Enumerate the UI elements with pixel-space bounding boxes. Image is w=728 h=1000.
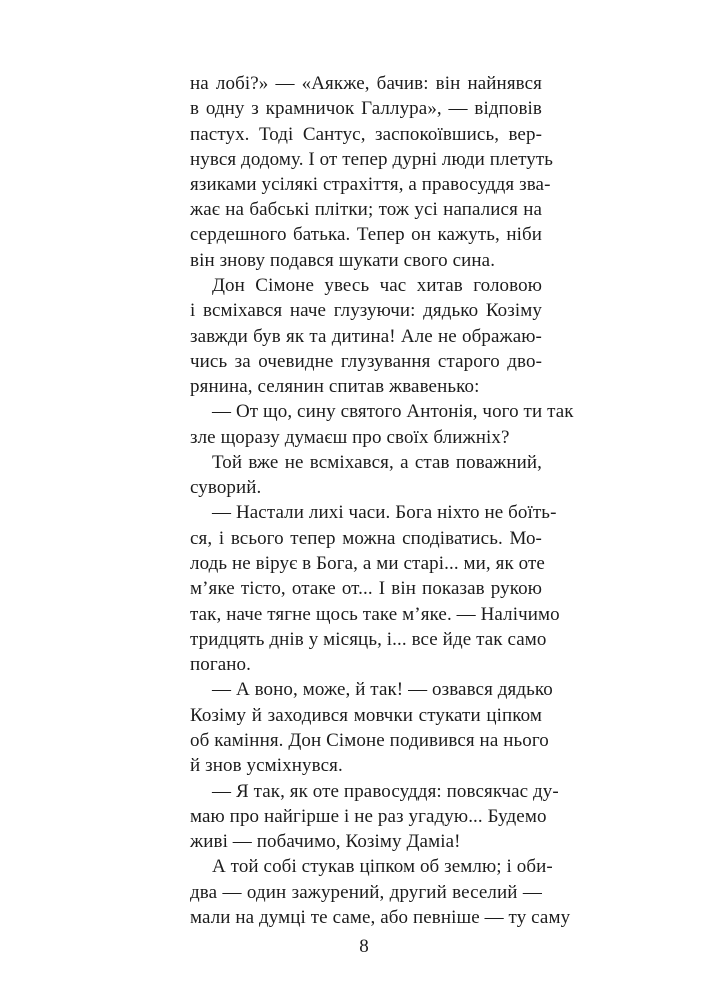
text-line: й знов усміхнувся. [190,755,343,776]
text-line: А той собі стукав ціпком об землю; і оби- [212,856,553,877]
text-line: нувся додому. І от тепер дурні люди плетуть [190,149,554,170]
text-line: жає на бабські плітки; тож усі напалися на [190,199,542,220]
page-number: 8 [359,936,369,957]
text-line: і всміхався наче глузуючи: дядько Козіму [190,300,542,321]
text-line: об каміння. Дон Сімоне подивився на нього [190,730,549,751]
text-line: чись за очевидне глузування старого дво- [190,351,542,372]
text-line: — От що, сину святого Антонія, чого ти так [212,401,574,422]
text-line: Той вже не всміхався, а став поважний, [212,452,542,473]
text-line: — А воно, може, й так! — озвався дядько [212,679,553,700]
text-line: маю про найгірше і не раз угадую... Будемо [190,806,547,827]
text-line: так, наче тягне щось таке м’яке. — Налічимо [190,604,560,625]
text-line: сердешного батька. Тепер он кажуть, ніби [190,224,542,245]
text-line: він знову подався шукати свого сина. [190,250,496,271]
text-line: в одну з крамничок Галлура», — відповів [190,98,542,119]
text-line: рянина, селянин спитав жвавенько: [190,376,480,397]
text-line: мали на думці те саме, або певніше — ту саму [190,907,571,928]
text-line: Козіму й заходився мовчки стукати ціпком [190,705,542,726]
text-line: на лобі?» — «Аякже, бачив: він найнявся [190,73,542,94]
text-line: суворий. [190,477,262,498]
text-line: пастух. Тоді Сантус, заспокоївшись, вер- [190,124,542,145]
text-line: погано. [190,654,252,675]
text-line: зле щоразу думаєш про своїх ближніх? [190,427,510,448]
text-line: язиками усілякі страхіття, а правосуддя зва- [190,174,551,195]
text-line: м’яке тісто, отаке от... І він показав рукою [190,578,542,599]
text-line: — Настали лихі часи. Бога ніхто не боїть- [212,502,557,523]
text-line: живі — побачимо, Козіму Даміа! [190,831,461,852]
text-line: — Я так, як оте правосуддя: повсякчас ду- [212,781,559,802]
text-line: ся, і всього тепер можна сподіватись. Мо- [190,528,542,549]
text-line: завжди був як та дитина! Але не ображаю- [190,326,542,347]
text-line: два — один зажурений, другий веселий — [190,882,542,903]
text-line: лодь не вірує в Бога, а ми старі... ми, як оте [190,553,545,574]
text-line: тридцять днів у місяць, і... все йде так само [190,629,547,650]
text-line: Дон Сімоне увесь час хитав головою [212,275,542,296]
